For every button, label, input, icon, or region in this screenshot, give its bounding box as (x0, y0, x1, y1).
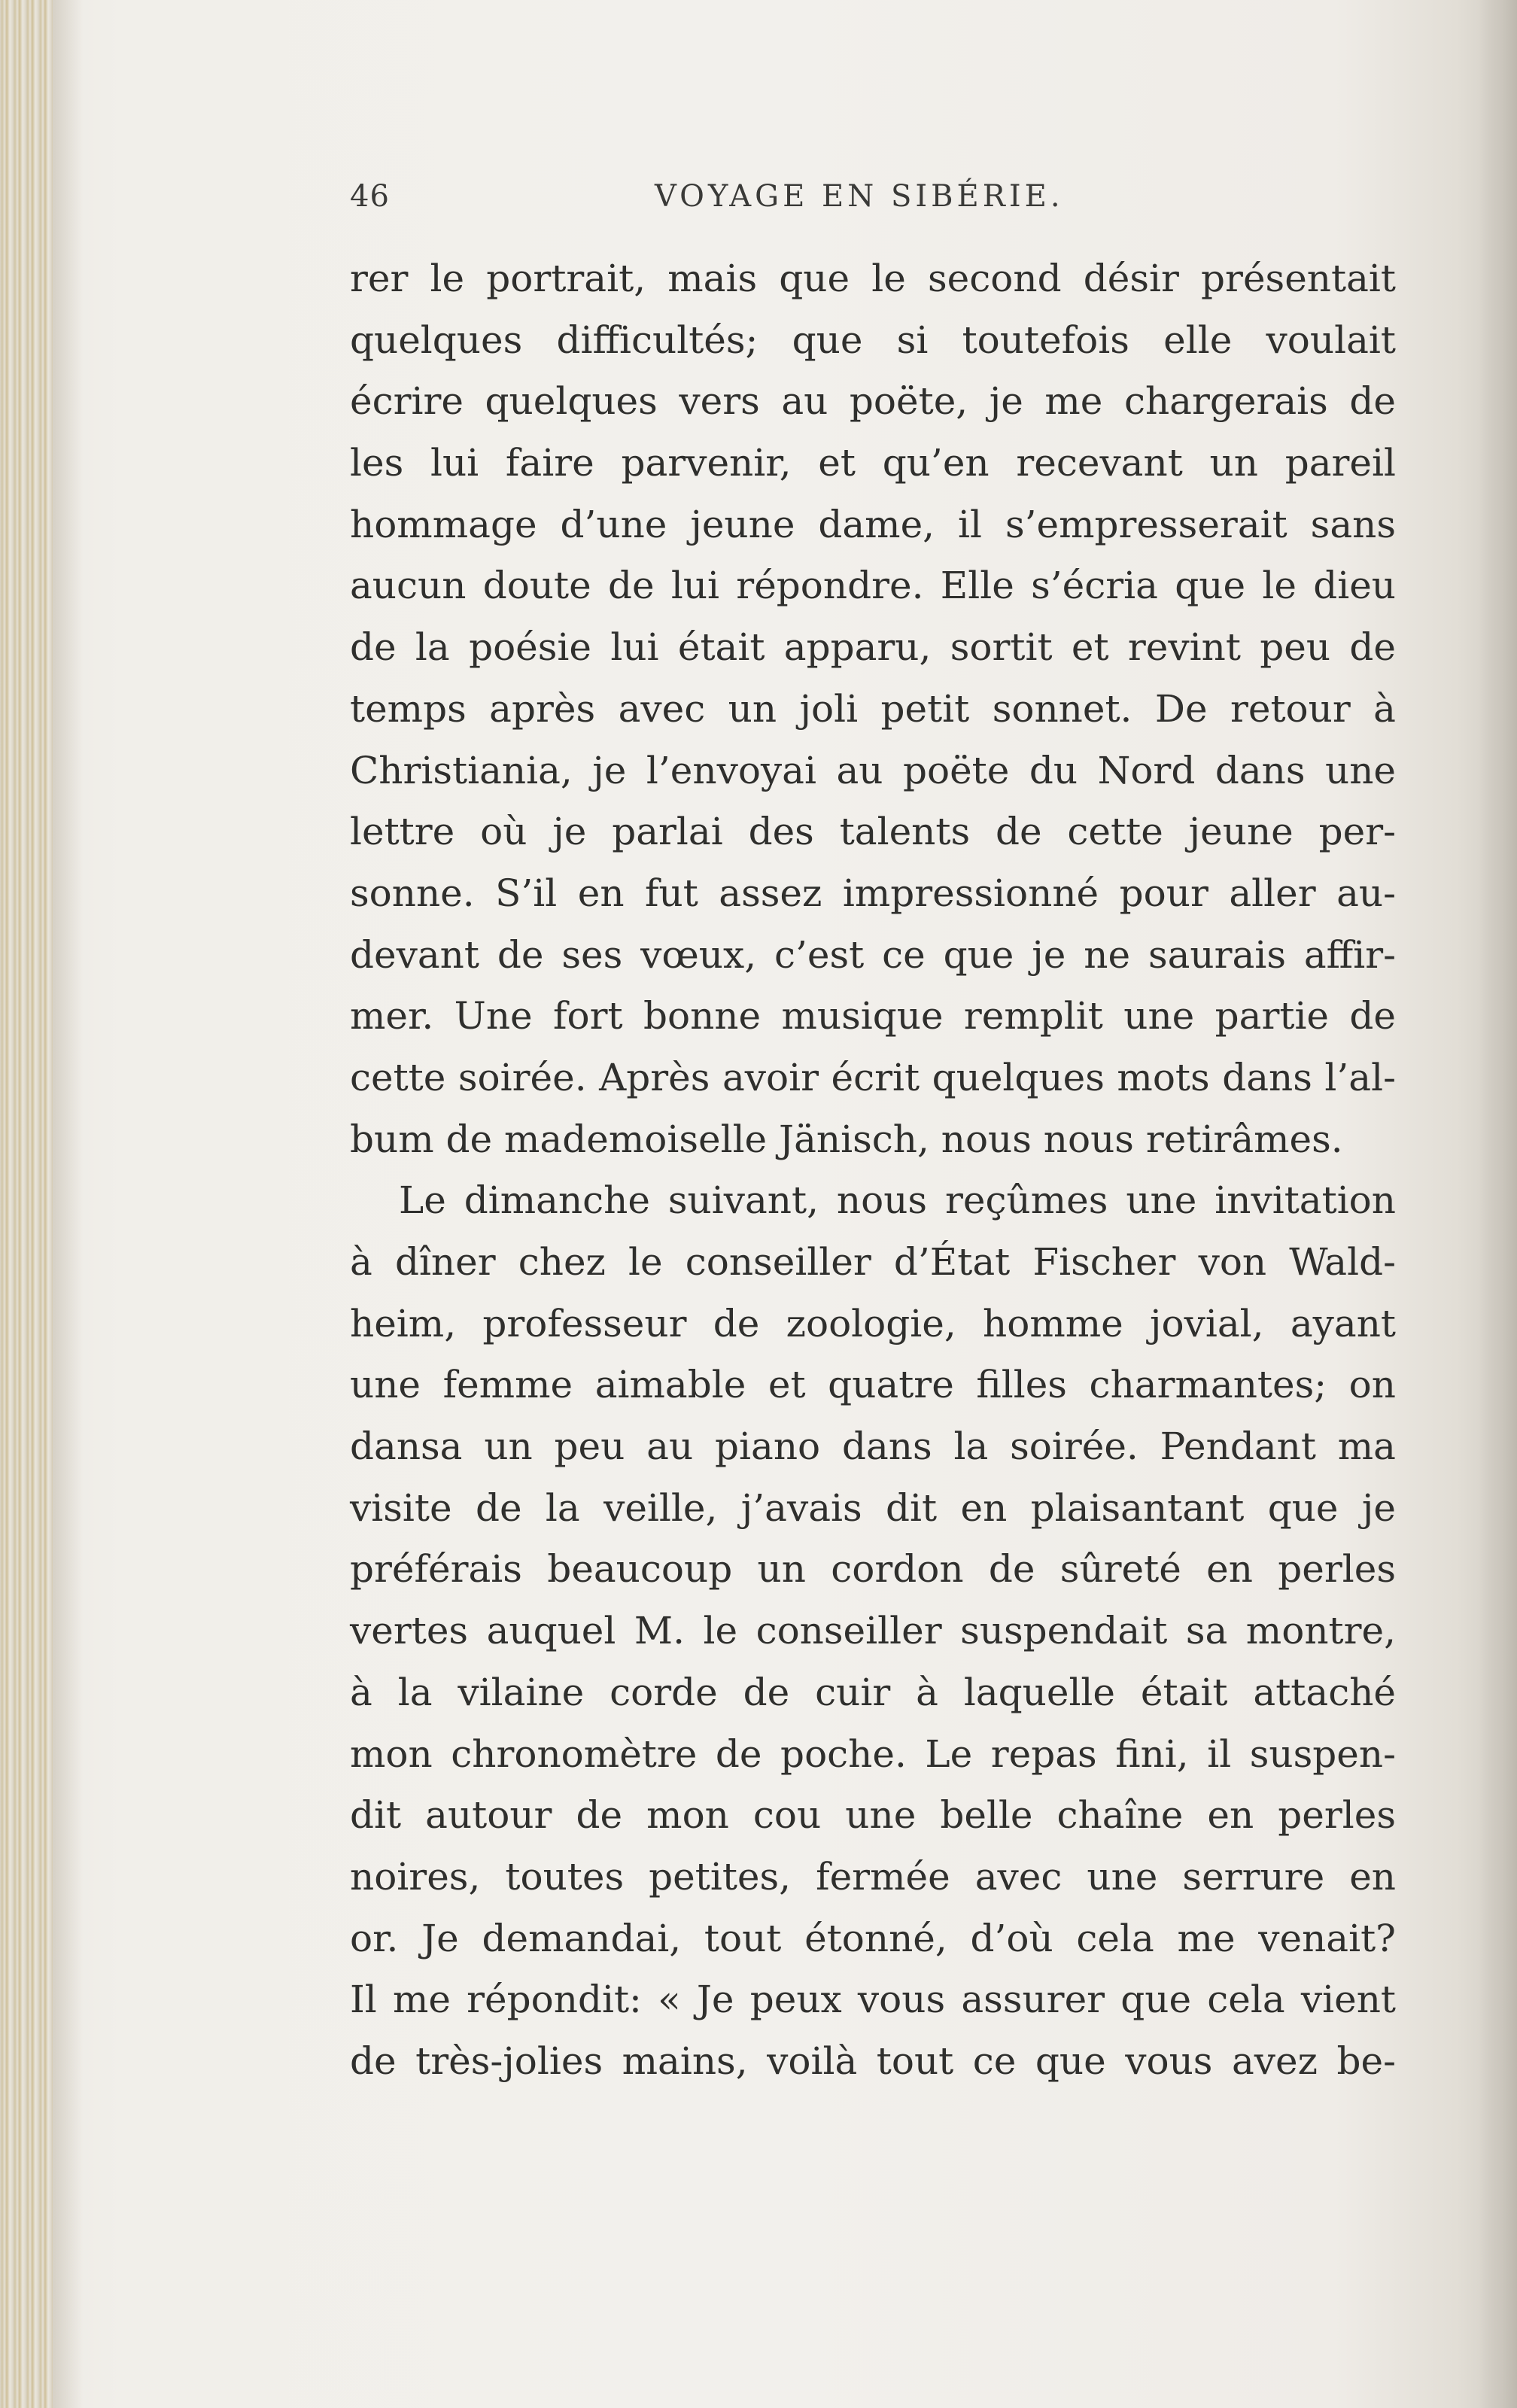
text-line: noires, toutes petites, fermée avec une serrure en (350, 1854, 1396, 1899)
text-line: dansa un peu au piano dans la soirée. Pendant ma (350, 1424, 1396, 1469)
text-line: de très-jolies mains, voilà tout ce que vous avez be- (350, 2039, 1396, 2083)
text-line: rer le portrait, mais que le second désir présentait (350, 257, 1396, 300)
paragraph-last-line: bum de mademoiselle Jänisch, nous nous retirâmes. (350, 1117, 1343, 1161)
gutter-shadow (53, 0, 83, 2408)
text-line: vertes auquel M. le conseiller suspendait sa montre, (350, 1609, 1396, 1653)
text-line: aucun doute de lui répondre. Elle s’écria que le dieu (350, 564, 1396, 608)
page-number: 46 (350, 179, 390, 214)
text-line: or. Je demandai, tout étonné, d’où cela me venait? (350, 1916, 1396, 1960)
text-line: à la vilaine corde de cuir à laquelle était attaché (350, 1670, 1396, 1714)
page-body-text (350, 248, 1396, 2093)
page-header (350, 179, 1403, 224)
text-line: lettre où je parlai des talents de cette jeune per- (350, 810, 1396, 854)
text-line: temps après avec un joli petit sonnet. De retour à (350, 686, 1396, 731)
text-line: visite de la veille, j’avais dit en plaisantant que je (350, 1485, 1396, 1530)
paragraph-first-line: Le dimanche suivant, nous reçûmes une invitation (399, 1178, 1396, 1223)
text-line: Il me répondit: « Je peux vous assurer que cela vient (350, 1978, 1396, 2022)
text-line: devant de ses vœux, c’est ce que je ne saurais affir- (350, 932, 1396, 977)
text-line: les lui faire parvenir, et qu’en recevant un pareil (350, 441, 1396, 485)
book-binding-edge (0, 0, 53, 2408)
running-title: VOYAGE EN SIBÉRIE. (655, 179, 1064, 214)
text-line: mer. Une fort bonne musique remplit une partie de (350, 994, 1396, 1038)
text-line: à dîner chez le conseiller d’État Fischer von Wald- (350, 1240, 1396, 1284)
text-line: sonne. S’il en fut assez impressionné pour aller au- (350, 871, 1396, 915)
text-line: hommage d’une jeune dame, il s’empresserait sans (350, 502, 1396, 546)
text-line: écrire quelques vers au poëte, je me chargerais de (350, 379, 1396, 424)
text-line: préférais beaucoup un cordon de sûreté en perles (350, 1547, 1396, 1592)
text-line: cette soirée. Après avoir écrit quelques mots dans l’al- (350, 1055, 1396, 1099)
text-line: quelques difficultés; que si toutefois elle voulait (350, 318, 1396, 362)
text-line: heim, professeur de zoologie, homme jovial, ayant (350, 1301, 1396, 1345)
text-line: dit autour de mon cou une belle chaîne en perles (350, 1793, 1396, 1838)
text-line: une femme aimable et quatre filles charmantes; on (350, 1363, 1396, 1407)
text-line: Christiania, je l’envoyai au poëte du Nord dans une (350, 748, 1396, 792)
text-line: de la poésie lui était apparu, sortit et revint peu de (350, 625, 1396, 670)
page-edge-shadow (1479, 0, 1517, 2408)
text-line: mon chronomètre de poche. Le repas fini, il suspen- (350, 1732, 1396, 1776)
